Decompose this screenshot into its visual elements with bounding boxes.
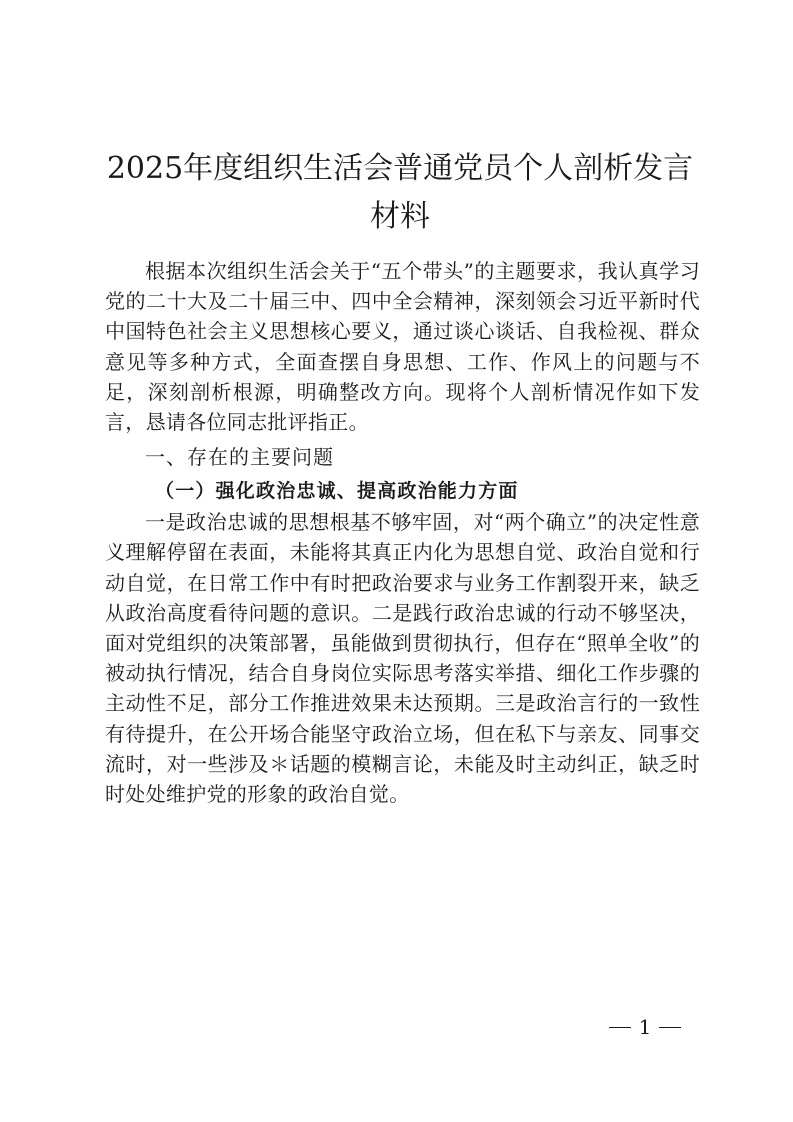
page-number: 1 (638, 1015, 652, 1039)
page-footer (600, 1012, 690, 1042)
footer-dash-left (609, 1027, 631, 1028)
subsection-heading: （一）强化政治忠诚、提高政治能力方面 (155, 480, 519, 503)
intro-paragraph: 根据本次组织生活会关于“五个带头”的主题要求，我认真学习党的二十大及二十届三中、四中全会精神，深刻领会习近平新时代中国特色社会主义思想核心要义，通过谈心谈话、自我检视、群众意见等多种方式，全面查摆自身思想、工作、作风上的问题与不足，深刻剖析根源，明确整改方向。现将个人剖析情况作如下发言，恳请各位同志批评指正。 (105, 259, 700, 435)
document-body (105, 256, 700, 809)
section-heading: 一、存在的主要问题 (145, 445, 334, 470)
footer-dash-right (659, 1027, 681, 1028)
document-title-line2: 材料 (370, 199, 430, 234)
document-title-line1: 2025年度组织生活会普通党员个人剖析发言 (106, 151, 694, 186)
subsection-paragraph: 一是政治忠诚的思想根基不够牢固，对“两个确立”的决定性意义理解停留在表面，未能将其真正内化为思想自觉、政治自觉和行动自觉，在日常工作中有时把政治要求与业务工作割裂开来，缺乏从政治高度看待问题的意识。二是践行政治忠诚的行动不够坚决，面对党组织的决策部署，虽能做到贯彻执行，但存在“照单全收”的被动执行情况，结合自身岗位实际思考落实举措、细化工作步骤的主动性不足，部分工作推进效果未达预期。三是政治言行的一致性有待提升，在公开场合能坚守政治立场，但在私下与亲友、同事交流时，对一些涉及＊话题的模糊言论，未能及时主动纠正，缺乏时时处处维护党的形象的政治自觉。 (105, 510, 700, 807)
